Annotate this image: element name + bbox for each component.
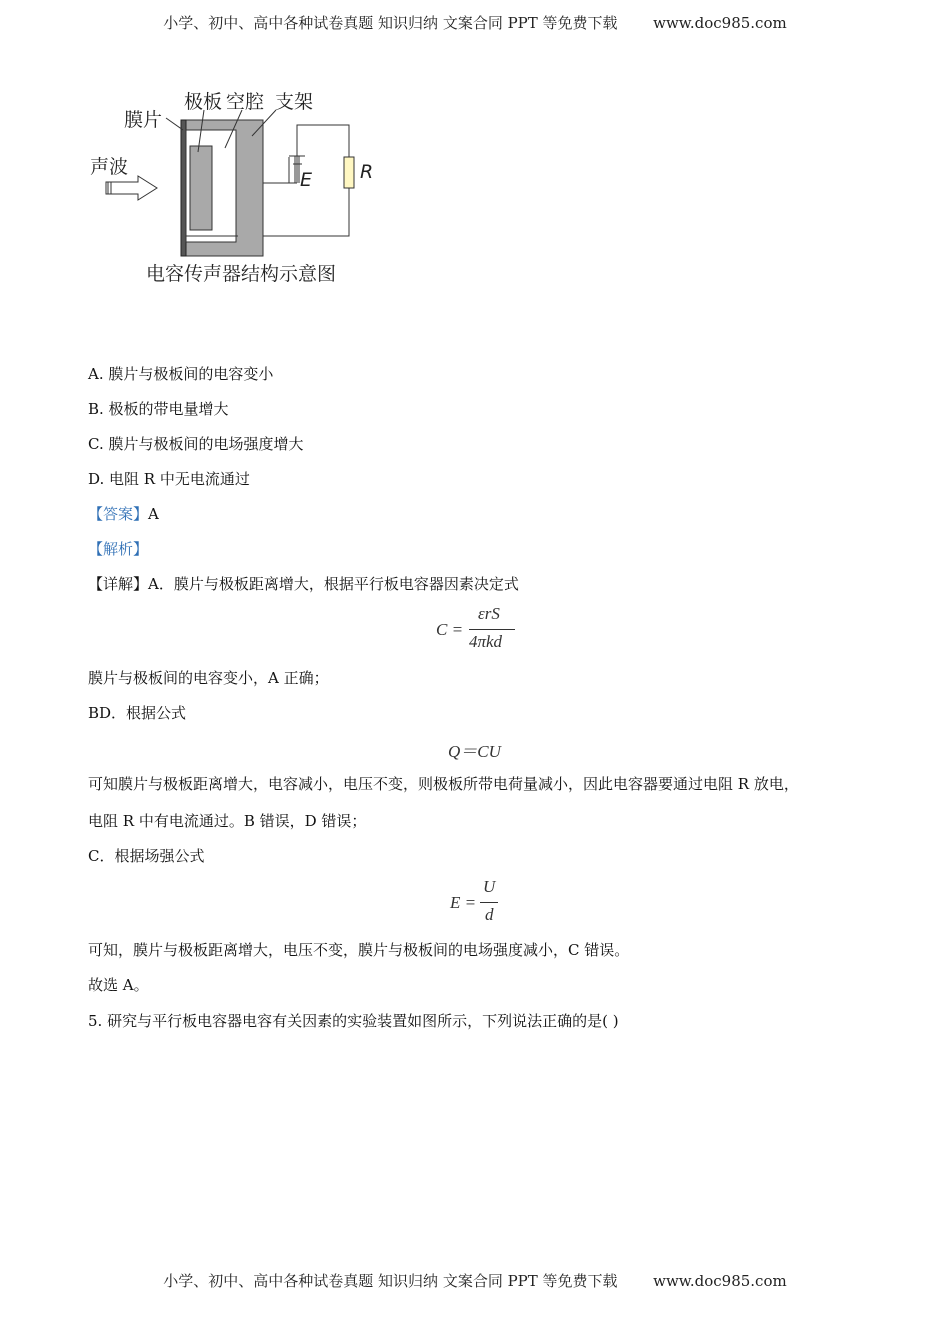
detail-line-1 xyxy=(88,574,519,594)
resistor-label: R xyxy=(360,161,374,183)
membrane xyxy=(181,120,186,256)
footer-text: 小学、初中、高中各种试卷真题 知识归纳 文案合同 PPT 等免费下载 xyxy=(163,1272,618,1290)
battery-label: E xyxy=(300,169,313,191)
analysis-line xyxy=(88,539,148,559)
page-footer xyxy=(0,1270,950,1291)
formula-field-den: d xyxy=(485,905,494,924)
formula-capacitance xyxy=(436,604,526,656)
detail-line-3: BD．根据公式 xyxy=(88,704,187,722)
formula-field xyxy=(450,877,510,929)
option-c: C. 膜片与极板间的电场强度增大 xyxy=(88,435,304,453)
answer-line xyxy=(88,504,159,524)
formula-charge: Q＝CU xyxy=(448,742,501,761)
header-link[interactable]: www.doc985.com xyxy=(653,14,787,32)
detail-line-7: 可知，膜片与极板距离增大，电压不变，膜片与极板间的电场强度减小，C 错误。 xyxy=(88,941,630,959)
analysis-tag: 【解析】 xyxy=(88,540,149,558)
detail-tag: 【详解】 xyxy=(88,575,149,593)
figure-caption: 电容传声器结构示意图 xyxy=(146,263,337,285)
header-text: 小学、初中、高中各种试卷真题 知识归纳 文案合同 PPT 等免费下载 xyxy=(163,14,618,32)
detail-line-8: 故选 A。 xyxy=(88,976,149,994)
page-header xyxy=(0,12,950,33)
cavity-label: 空腔 xyxy=(226,91,265,113)
option-d: D. 电阻 R 中无电流通过 xyxy=(88,470,250,488)
formula-field-num: U xyxy=(483,877,496,896)
circuit-wire xyxy=(263,156,299,183)
detail-line-6: C．根据场强公式 xyxy=(88,847,205,865)
footer-link[interactable]: www.doc985.com xyxy=(653,1272,787,1290)
membrane-label: 膜片 xyxy=(124,109,163,131)
next-question: 5. 研究与平行板电容器电容有关因素的实验装置如图所示，下列说法正确的是( ) xyxy=(88,1012,619,1030)
option-a: A. 膜片与极板间的电容变小 xyxy=(88,365,274,383)
formula-capacitance-lhs: C = xyxy=(436,620,464,639)
plate xyxy=(190,146,212,230)
detail-line-2: 膜片与极板间的电容变小，A 正确； xyxy=(88,669,329,687)
detail-text-1: A．膜片与极板距离增大，根据平行板电容器因素决定式 xyxy=(148,575,519,593)
sound-arrow xyxy=(106,176,157,200)
sound-label: 声波 xyxy=(90,156,129,178)
formula-capacitance-num: εrS xyxy=(478,604,500,623)
resistor xyxy=(344,157,354,188)
plate-label: 极板 xyxy=(184,91,223,113)
answer-tag: 【答案】 xyxy=(88,505,149,523)
detail-line-5: 电阻 R 中有电流通过。B 错误，D 错误； xyxy=(88,812,367,830)
answer-value: A xyxy=(148,505,159,523)
capacitor-microphone-diagram xyxy=(80,80,380,295)
bracket-label: 支架 xyxy=(275,91,314,113)
formula-capacitance-den: 4πkd xyxy=(469,632,503,651)
option-b: B. 极板的带电量增大 xyxy=(88,400,229,418)
detail-line-4: 可知膜片与极板距离增大，电容减小，电压不变，则极板所带电荷量减小，因此电容器要通过电阻 R 放电， xyxy=(88,775,799,793)
formula-field-lhs: E = xyxy=(450,893,477,912)
